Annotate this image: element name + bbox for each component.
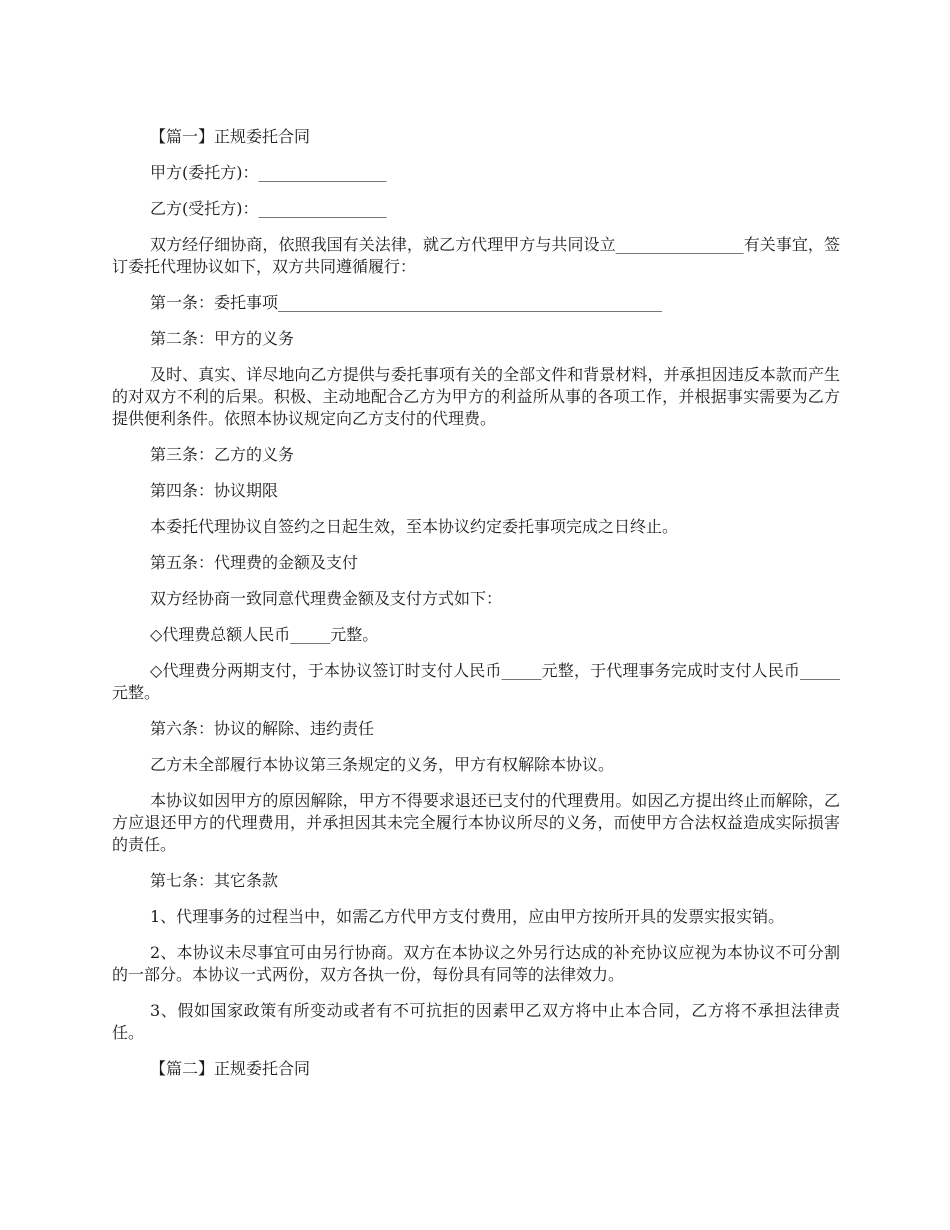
article-4-heading: 第四条：协议期限 <box>150 481 279 500</box>
article-5-heading: 第五条：代理费的金额及支付 <box>150 553 359 572</box>
article-2-body: 及时、真实、详尽地向乙方提供与委托事项有关的全部文件和背景材料，并承担因违反本款而产生的对双方不利的后果。积极、主动地配合乙方为甲方的利益所从事的各项工作，并根据事实需要为乙方提供便利条件。依照本协议规定向乙方支付的代理费。 <box>112 365 840 428</box>
article-5-intro: 双方经协商一致同意代理费金额及支付方式如下： <box>150 589 503 608</box>
party-a-line: 甲方(委托方)：________________ <box>150 163 387 182</box>
section-heading-2: 【篇二】正规委托合同 <box>150 1059 311 1078</box>
article-7-clause-2: 2、本协议未尽事宜可由另行协商。双方在本协议之外另行达成的补充协议应视为本协议不可分割的一部分。本协议一式两份，双方各执一份，每份具有同等的法律效力。 <box>112 943 840 984</box>
article-6-body-2: 本协议如因甲方的原因解除，甲方不得要求退还已支付的代理费用。如因乙方提出终止而解除，乙方应退还甲方的代理费用，并承担因其未完全履行本协议所尽的义务，而使甲方合法权益造成实际损害的责任。 <box>112 791 840 854</box>
party-b-line: 乙方(受托方)：________________ <box>150 199 387 218</box>
article-7-clause-3: 3、假如国家政策有所变动或者有不可抗拒的因素甲乙双方将中止本合同，乙方将不承担法律责任。 <box>112 1001 840 1042</box>
document-body <box>112 126 840 1094</box>
article-7-clause-1: 1、代理事务的过程当中，如需乙方代甲方支付费用，应由甲方按所开具的发票实报实销。 <box>150 907 785 926</box>
preamble-paragraph: 双方经仔细协商，依照我国有关法律，就乙方代理甲方与共同设立________________有关事宜，签订委托代理协议如下，双方共同遵循履行： <box>112 235 840 276</box>
article-2-heading: 第二条：甲方的义务 <box>150 329 295 348</box>
article-1: 第一条：委托事项________________________________________________ <box>150 293 663 312</box>
fee-total-item: ◇代理费总额人民币_____元整。 <box>150 625 379 644</box>
section-heading-1: 【篇一】正规委托合同 <box>150 127 311 146</box>
article-6-heading: 第六条：协议的解除、违约责任 <box>150 719 375 738</box>
article-4-body: 本委托代理协议自签约之日起生效，至本协议约定委托事项完成之日终止。 <box>150 517 679 536</box>
fee-installment-item: ◇代理费分两期支付，于本协议签订时支付人民币_____元整，于代理事务完成时支付人民币_____元整。 <box>112 661 840 702</box>
article-7-heading: 第七条：其它条款 <box>150 871 279 890</box>
article-3-heading: 第三条：乙方的义务 <box>150 445 295 464</box>
article-6-body-1: 乙方未全部履行本协议第三条规定的义务，甲方有权解除本协议。 <box>150 755 615 774</box>
